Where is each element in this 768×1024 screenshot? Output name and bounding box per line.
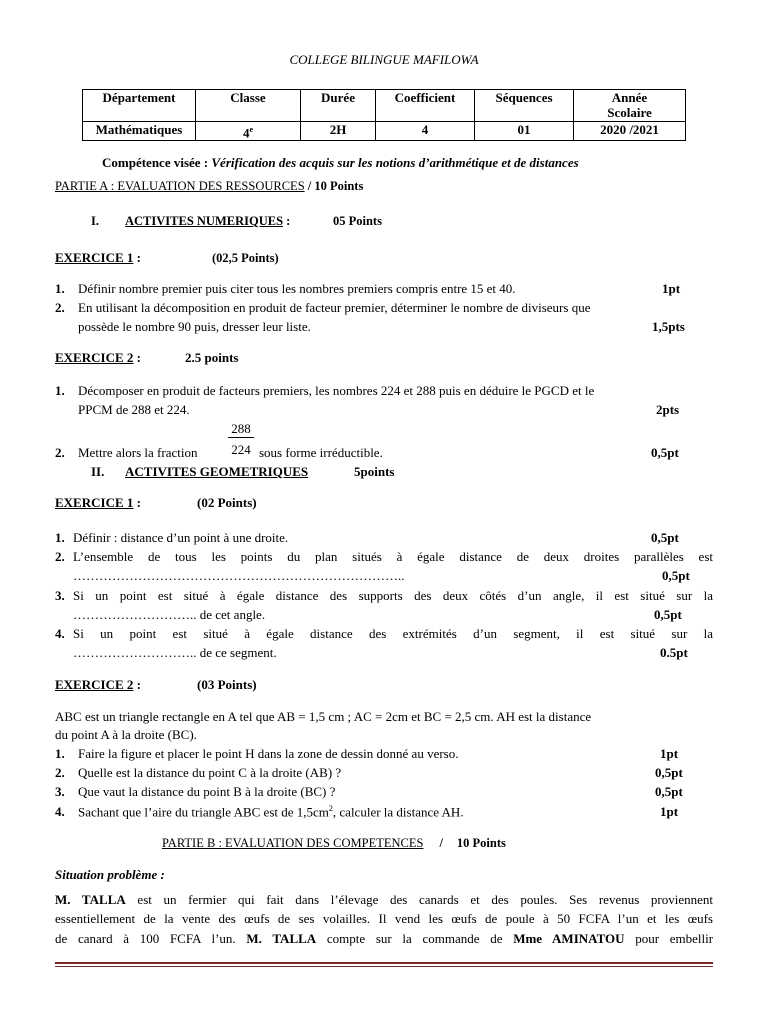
partA-title: PARTIE A : EVALUATION DES RESSOURCES <box>55 179 305 193</box>
ex1-q1-num: 1. <box>55 281 65 296</box>
header-annee-l2: Scolaire <box>607 105 652 120</box>
value-duree: 2H <box>301 122 376 141</box>
gex2-q4-num: 4. <box>55 804 65 819</box>
gex2-title: EXERCICE 2 <box>55 677 134 692</box>
gex2-q1-text: Faire la figure et placer le point H dans la zone de dessin donné au verso. <box>78 746 459 761</box>
partA-points: 10 Points <box>314 179 364 193</box>
ex2-q2-num: 2. <box>55 445 65 460</box>
sectionI-points: 05 Points <box>333 214 382 228</box>
frac-bar <box>228 437 254 438</box>
header-departement: Département <box>83 90 196 122</box>
gex2-q4-text-b: , calculer la distance AH. <box>332 804 464 820</box>
situation-l3-b: compte sur la commande de <box>326 931 503 946</box>
gex1-q1-num: 1. <box>55 530 65 545</box>
gex1-colon: : <box>133 495 141 510</box>
gex1-q4-l2: ……………………….. de ce segment. <box>73 645 277 660</box>
gex2-intro-l2: du point A à la droite (BC). <box>55 727 197 742</box>
partA-sep: / <box>304 179 315 193</box>
ex1-q2-l1: En utilisant la décomposition en produit de facteur premier, déterminer le nombre de diviseurs que <box>78 300 591 315</box>
header-coefficient: Coefficient <box>376 90 475 122</box>
ex2-colon: : <box>133 350 141 365</box>
gex2-q2-pts: 0,5pt <box>655 765 683 780</box>
gex2-q3-num: 3. <box>55 784 65 799</box>
value-sequences: 01 <box>475 122 574 141</box>
situation-label: Situation problème : <box>55 867 165 882</box>
situation-l3-name2: Mme AMINATOU <box>513 931 625 946</box>
competence <box>102 155 579 171</box>
footer-rule-top <box>55 962 713 964</box>
ex2-heading <box>55 350 141 366</box>
ex1-q2-l2: possède le nombre 90 puis, dresser leur liste. <box>78 319 311 334</box>
frac-denominator: 224 <box>231 442 251 457</box>
value-annee: 2020 /2021 <box>574 122 686 141</box>
partB-sep: / <box>439 836 443 850</box>
gex1-q2-pts: 0,5pt <box>662 568 690 583</box>
gex1-q3-num: 3. <box>55 588 65 603</box>
header-classe: Classe <box>196 90 301 122</box>
ex1-heading <box>55 250 141 266</box>
gex2-q4-text-a: Sachant que l’aire du triangle ABC est de 1,5cm <box>78 804 329 820</box>
ex2-q2-pts: 0,5pt <box>651 445 679 460</box>
value-coefficient: 4 <box>376 122 475 141</box>
situation-l1-name: M. TALLA <box>55 892 126 907</box>
gex2-intro-l1: ABC est un triangle rectangle en A tel que AB = 1,5 cm ; AC = 2cm et BC = 2,5 cm. AH est la distance <box>55 709 592 724</box>
gex2-q2-text: Quelle est la distance du point C à la droite (AB) ? <box>78 765 342 780</box>
gex2-points: (03 Points) <box>197 677 257 692</box>
ex1-q1-pts: 1pt <box>662 281 681 296</box>
ex2-points: 2.5 points <box>185 350 239 365</box>
situation-l2: essentiellement de la vente des œufs de ses volailles. Il vend les œufs de poule à 50 FCFA l’un et les œufs <box>55 911 713 926</box>
gex1-q3-pts: 0,5pt <box>654 607 682 622</box>
gex1-q4-l1: Si un point est situé à égale distance des extrémités d’un segment, il est situé sur la <box>73 626 713 641</box>
ex2-q1-pts: 2pts <box>656 402 680 417</box>
ex2-q1-l2: PPCM de 288 et 224. <box>78 402 190 417</box>
gex1-q3-l2: ……………………….. de cet angle. <box>73 607 266 622</box>
situation-l3-a: de canard à 100 FCFA l’un. <box>55 931 236 946</box>
partA-heading <box>55 179 363 194</box>
situation-l3 <box>55 931 713 947</box>
situation-l3-c: pour embellir <box>635 931 714 946</box>
gex2-colon: : <box>133 677 141 692</box>
partB-points: 10 Points <box>456 836 506 850</box>
value-classe-sup: e <box>249 125 254 134</box>
ex2-q1-num: 1. <box>55 383 65 398</box>
gex1-q2-num: 2. <box>55 549 65 564</box>
sectionI-num: I. <box>91 214 99 228</box>
gex2-q4-sup: 2 <box>328 804 333 813</box>
ex1-colon: : <box>133 250 141 265</box>
situation-l1 <box>55 892 713 908</box>
situation-l3-name1: M. TALLA <box>246 931 317 946</box>
value-departement: Mathématiques <box>83 122 196 141</box>
frac-numerator: 288 <box>231 421 251 436</box>
value-classe-text: 4 <box>242 125 250 141</box>
competence-label: Compétence visée : <box>102 155 212 170</box>
ex2-q2-a: Mettre alors la fraction <box>78 445 198 460</box>
value-classe <box>196 122 301 141</box>
footer-rule-bottom <box>55 966 713 967</box>
gex2-q1-num: 1. <box>55 746 65 761</box>
header-duree: Durée <box>301 90 376 122</box>
gex2-q1-pts: 1pt <box>660 746 679 761</box>
school-name: COLLEGE BILINGUE MAFILOWA <box>289 52 479 67</box>
gex1-q4-num: 4. <box>55 626 65 641</box>
partB-title: PARTIE B : EVALUATION DES COMPETENCES <box>162 836 424 850</box>
header-annee <box>574 90 686 122</box>
ex2-q1-l1: Décomposer en produit de facteurs premiers, les nombres 224 et 288 puis en déduire le PGCD et le <box>78 383 595 398</box>
gex2-q2-num: 2. <box>55 765 65 780</box>
gex1-q3-l1: Si un point est situé à égale distance des supports des deux côtés d’un angle, il est situé sur la <box>73 588 713 603</box>
gex1-q2-l1: L’ensemble de tous les points du plan situés à égale distance de deux droites parallèles est <box>73 549 713 564</box>
sectionII-num: II. <box>91 464 105 479</box>
gex1-points: (02 Points) <box>197 495 257 510</box>
gex1-q1-text: Définir : distance d’un point à une droite. <box>73 530 289 545</box>
gex2-q4-pts: 1pt <box>660 804 679 819</box>
header-table <box>82 89 686 141</box>
header-annee-l1: Année <box>611 90 648 105</box>
gex1-title: EXERCICE 1 <box>55 495 134 510</box>
ex1-q2-pts: 1,5pts <box>652 319 685 334</box>
partB-heading <box>162 836 506 851</box>
gex1-q4-pts: 0.5pt <box>660 645 688 660</box>
gex1-q1-pts: 0,5pt <box>651 530 679 545</box>
header-sequences: Séquences <box>475 90 574 122</box>
gex1-heading <box>55 495 141 511</box>
gex2-heading <box>55 677 141 693</box>
sectionII-title: ACTIVITES GEOMETRIQUES <box>125 464 309 479</box>
sectionI-colon: : <box>283 214 291 228</box>
sectionII-points: 5points <box>354 464 395 479</box>
sectionI-title: ACTIVITES NUMERIQUES <box>125 214 284 228</box>
sectionI-heading <box>125 214 290 229</box>
ex2-title: EXERCICE 2 <box>55 350 134 365</box>
gex2-q3-text: Que vaut la distance du point B à la droite (BC) ? <box>78 784 336 799</box>
gex2-q4-text <box>78 804 464 820</box>
ex1-title: EXERCICE 1 <box>55 250 134 265</box>
gex2-q3-pts: 0,5pt <box>655 784 683 799</box>
ex2-q2-b: sous forme irréductible. <box>259 445 383 460</box>
ex1-q2-num: 2. <box>55 300 65 315</box>
situation-l1-rest: est un fermier qui fait dans l’élevage des canards et des poules. Ses revenus proviennent <box>137 892 714 907</box>
competence-text: Vérification des acquis sur les notions d’arithmétique et de distances <box>211 155 579 170</box>
ex1-points: (02,5 Points) <box>212 251 279 265</box>
gex1-q2-l2: ………………………………………………………………….. <box>73 568 405 583</box>
ex1-q1-text: Définir nombre premier puis citer tous les nombres premiers compris entre 15 et 40. <box>78 281 516 296</box>
